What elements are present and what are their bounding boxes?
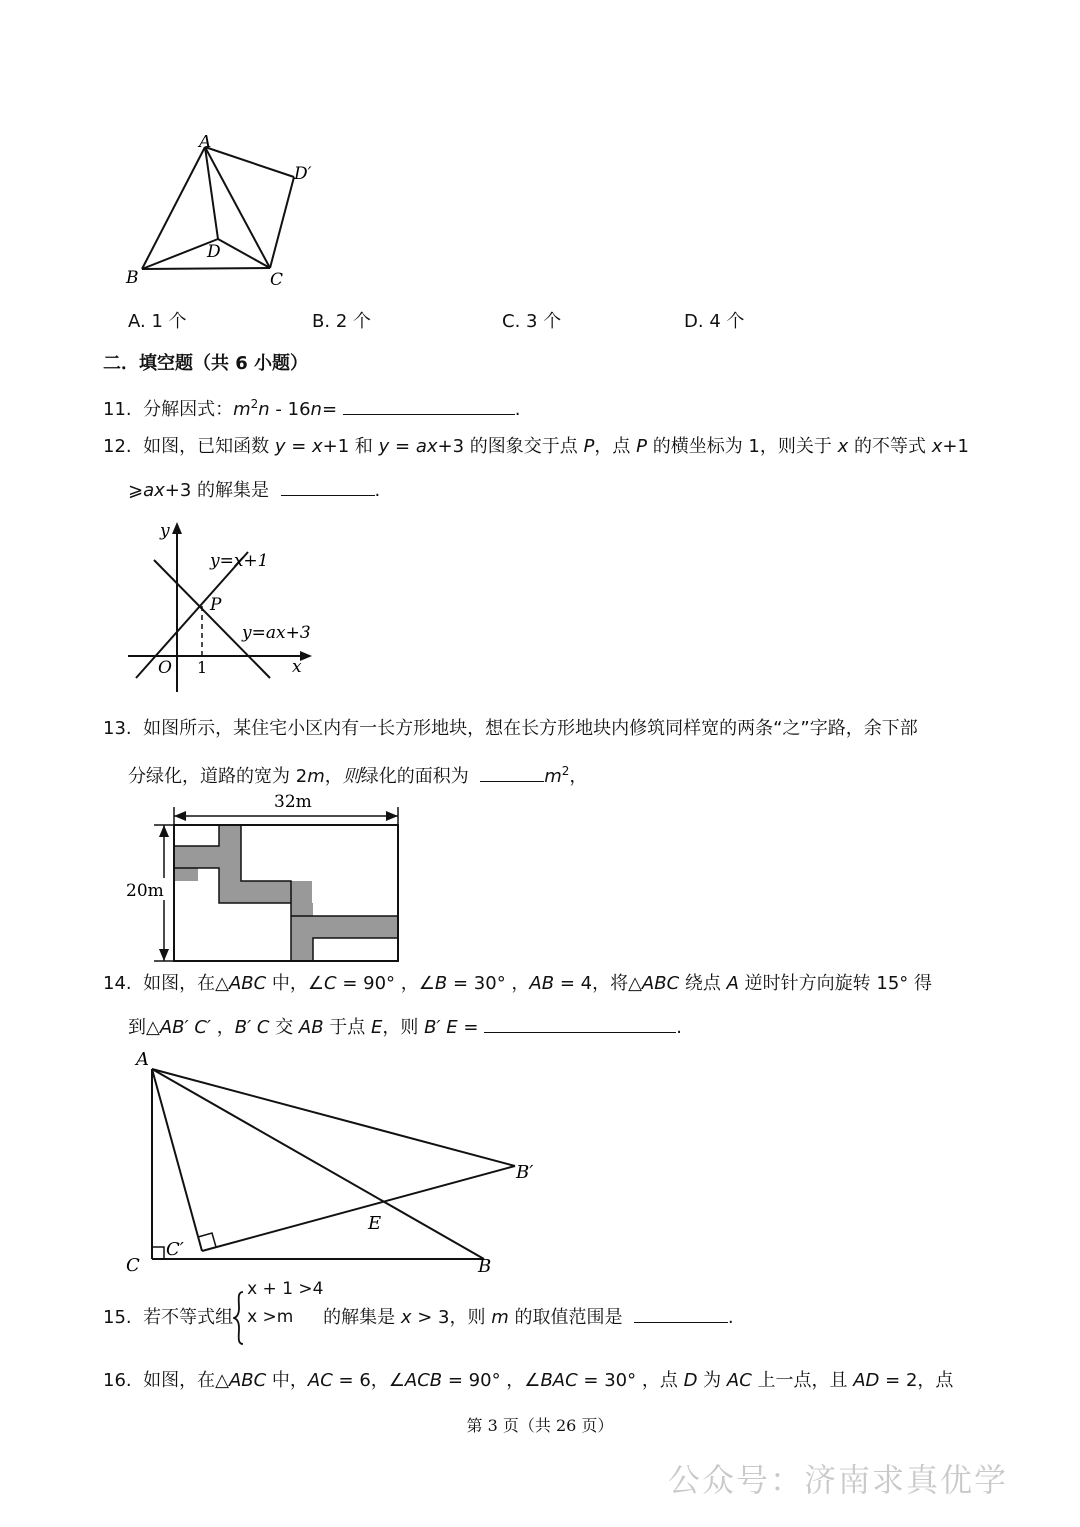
label-C-prime: C′ bbox=[166, 1239, 184, 1260]
label-C: C bbox=[270, 270, 284, 290]
width-label: 32m bbox=[274, 792, 312, 812]
line-label-2: y=ax+3 bbox=[242, 623, 311, 643]
q12-line2: ⩾ax+3 的解集是 . bbox=[128, 477, 380, 504]
q12-line1: 12. 如图，已知函数 y = x+1 和 y = ax+3 的图象交于点 P，点 P 的横坐标为 1，则关于 x 的不等式 x+1 bbox=[103, 436, 969, 457]
label-C: C bbox=[126, 1255, 140, 1276]
axis-label-y: y bbox=[160, 521, 170, 541]
q13-line2: 分绿化，道路的宽为 2m，则绿化的面积为 $m^2$， bbox=[128, 764, 588, 787]
origin-label: O bbox=[158, 658, 172, 678]
point-label-P: P bbox=[210, 595, 222, 615]
q13-answer-blank[interactable] bbox=[480, 763, 544, 782]
q11-line: 11. 分解因式：$m^2n - 16n=$ . bbox=[103, 397, 521, 420]
section-heading: 二．填空题（共 6 小题） bbox=[103, 353, 309, 374]
left-brace-icon bbox=[233, 1290, 245, 1346]
page-footer: 第 3 页（共 26 页） bbox=[466, 1416, 614, 1435]
label-B-prime: B′ bbox=[516, 1162, 534, 1183]
label-A: A bbox=[136, 1049, 149, 1070]
label-B: B bbox=[126, 268, 139, 288]
inequality-system: x + 1 >4 x >m bbox=[233, 1290, 323, 1346]
height-label: 20m bbox=[126, 881, 164, 901]
q14-line1: 14. 如图，在△ABC 中，∠C = 90° ，∠B = 30° ，AB = 4，将△ABC 绕点 A 逆时针方向旋转 15° 得 bbox=[103, 973, 933, 994]
q14-line2: 到△AB′ C′ ，B′ C 交 AB 于点 E，则 B′ E = . bbox=[128, 1014, 682, 1041]
line-label-1: y=x+1 bbox=[210, 551, 269, 571]
label-B: B bbox=[478, 1256, 492, 1277]
q12-graph bbox=[120, 516, 320, 698]
q14-triangle-figure bbox=[118, 1045, 548, 1280]
q10-option-a[interactable]: A. 1 个 bbox=[128, 311, 187, 332]
label-E: E bbox=[368, 1213, 382, 1234]
label-D-prime: D′ bbox=[294, 164, 312, 184]
q10-option-c[interactable]: C. 3 个 bbox=[502, 311, 562, 332]
q10-option-d[interactable]: D. 4 个 bbox=[684, 311, 745, 332]
q16-line: 16. 如图，在△ABC 中，AC = 6，∠ACB = 90° ，∠BAC = 30° ，点 D 为 AC 上一点，且 AD = 2，点 bbox=[103, 1370, 954, 1391]
q14-answer-blank[interactable] bbox=[484, 1014, 676, 1033]
q13-line1: 13. 如图所示，某住宅小区内有一长方形地块，想在长方形地块内修筑同样宽的两条“之”字路，余下部 bbox=[103, 718, 918, 739]
q10-figure bbox=[120, 135, 330, 290]
label-D: D bbox=[207, 242, 221, 262]
axis-label-x: x bbox=[292, 657, 302, 677]
q10-option-b[interactable]: B. 2 个 bbox=[312, 311, 371, 332]
label-A: A bbox=[199, 135, 212, 152]
tick-label-1: 1 bbox=[197, 658, 208, 677]
watermark: 公众号：济南求真优学 bbox=[668, 1461, 1009, 1499]
q15-line: 15. 若不等式组 x + 1 >4 x >m 的解集是 x > 3，则 m 的取值范围是 . bbox=[103, 1290, 734, 1346]
q12-answer-blank[interactable] bbox=[281, 477, 375, 496]
q13-road-diagram bbox=[120, 790, 410, 965]
q11-answer-blank[interactable] bbox=[343, 396, 515, 415]
q15-answer-blank[interactable] bbox=[634, 1304, 728, 1323]
